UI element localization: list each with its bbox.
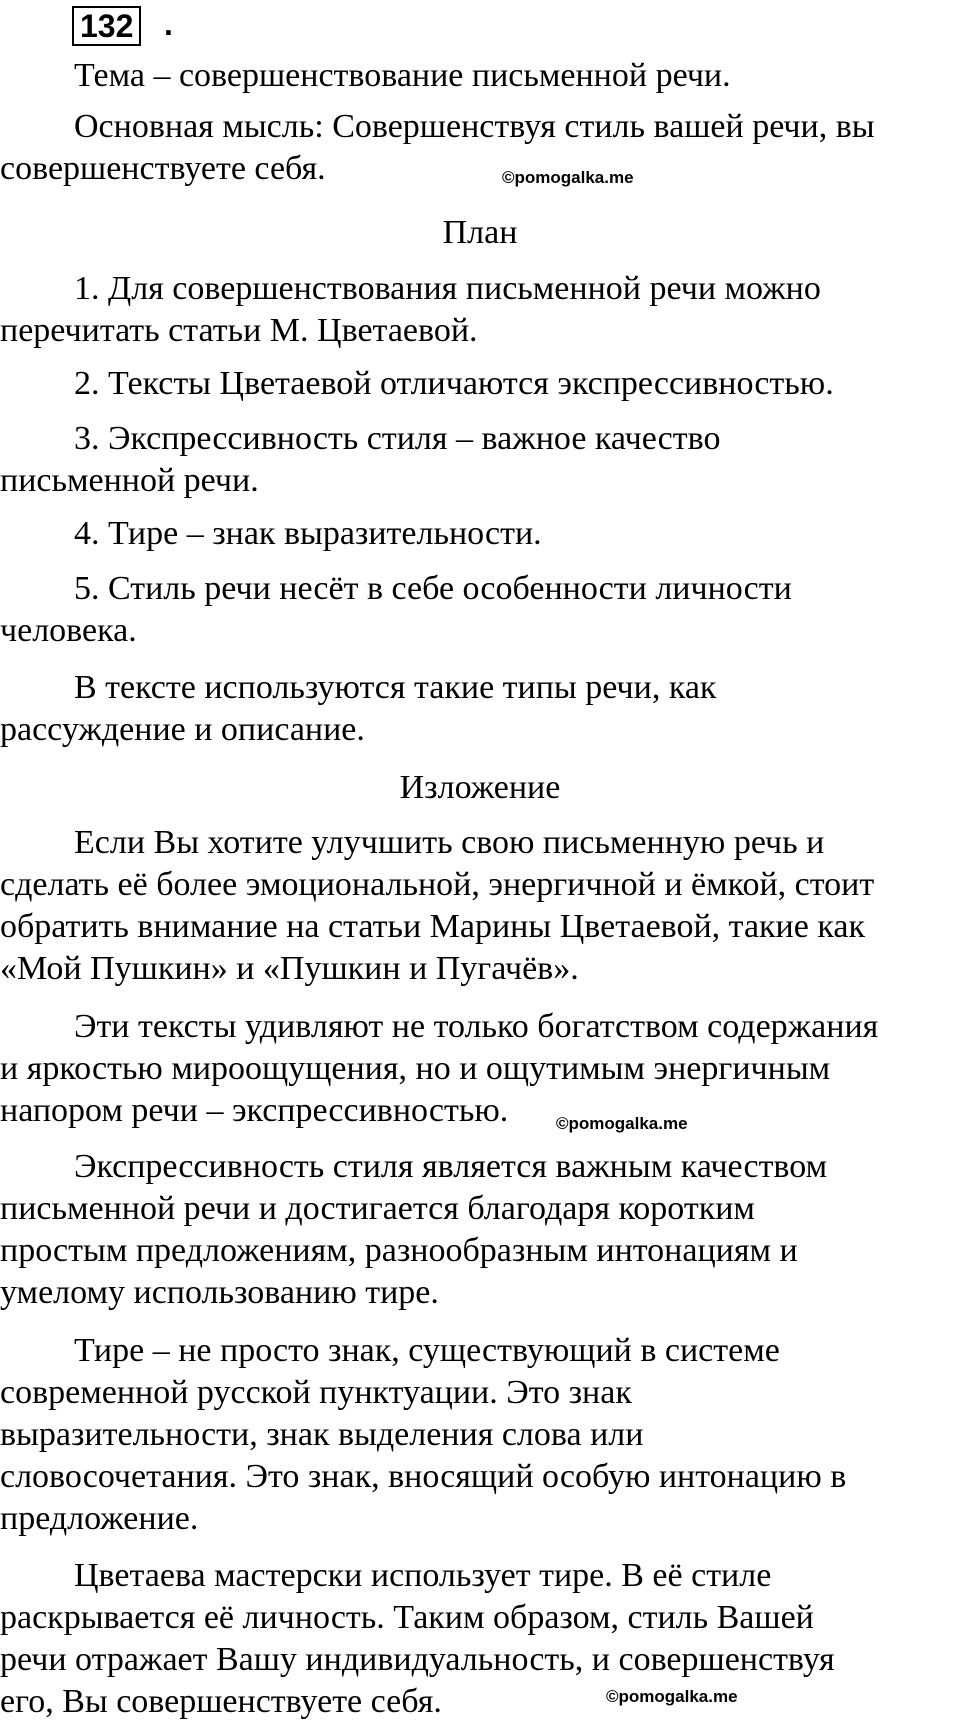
exercise-number: 132 [72, 6, 141, 46]
exposition-line: Эти тексты удивляют не только богатством содержания [74, 1008, 879, 1045]
main-idea-line: Основная мысль: Совершенствуя стиль вашей речи, вы [74, 108, 875, 145]
exposition-line: Экспрессивность стиля является важным качеством [74, 1148, 828, 1185]
exposition-line: «Мой Пушкин» и «Пушкин и Пугачёв». [0, 950, 579, 987]
speech-types-line: рассуждение и описание. [0, 711, 365, 748]
plan-item-line: 1. Для совершенствования письменной речи можно [74, 270, 821, 307]
exposition-line: простым предложениям, разнообразным интонациям и [0, 1232, 798, 1269]
exposition-line: Тире – не просто знак, существующий в системе [74, 1332, 780, 1369]
watermark: ©pomogalka.me [502, 168, 634, 187]
exposition-line: современной русской пунктуации. Это знак [0, 1374, 632, 1411]
plan-item-2 [0, 363, 960, 405]
theme-line: Тема – совершенствование письменной речи. [74, 57, 731, 94]
exposition-line: обратить внимание на статьи Марины Цветаевой, такие как [0, 908, 865, 945]
speech-types-line: В тексте используются такие типы речи, как [74, 669, 717, 706]
theme-paragraph [0, 55, 960, 97]
plan-item-line: письменной речи. [0, 462, 259, 499]
plan-item-line: 5. Стиль речи несёт в себе особенности личности [74, 570, 792, 607]
main-idea-line: совершенствуете себя. [0, 150, 326, 187]
exposition-paragraph-4 [0, 1330, 960, 1540]
exposition-line: словосочетания. Это знак, вносящий особую интонацию в [0, 1458, 847, 1495]
exposition-line: выразительности, знак выделения слова или [0, 1416, 644, 1453]
exposition-line: Цветаева мастерски использует тире. В её стиле [74, 1557, 772, 1594]
watermark: ©pomogalka.me [556, 1114, 688, 1133]
exposition-line: сделать её более эмоциональной, энергичной и ёмкой, стоит [0, 866, 875, 903]
speech-types-paragraph [0, 667, 960, 751]
plan-heading-text: План [442, 214, 518, 251]
exercise-number-dot: . [164, 6, 173, 42]
exposition-heading [0, 767, 960, 809]
exposition-line: Если Вы хотите улучшить свою письменную речь и [74, 824, 825, 861]
exposition-line: умелому использованию тире. [0, 1274, 439, 1311]
plan-item-line: 3. Экспрессивность стиля – важное качество [74, 420, 721, 457]
main-idea-paragraph [0, 106, 960, 190]
plan-item-line: перечитать статьи М. Цветаевой. [0, 312, 478, 349]
exposition-paragraph-3 [0, 1146, 960, 1314]
exposition-line: письменной речи и достигается благодаря коротким [0, 1190, 755, 1227]
plan-heading [0, 212, 960, 254]
plan-item-1 [0, 268, 960, 352]
plan-item-5 [0, 568, 960, 652]
exposition-paragraph-1 [0, 822, 960, 990]
exposition-paragraph-5 [0, 1555, 960, 1723]
exposition-line: напором речи – экспрессивностью. [0, 1092, 509, 1129]
plan-item-line: 4. Тире – знак выразительности. [74, 515, 542, 552]
plan-item-3 [0, 418, 960, 502]
exposition-heading-text: Изложение [399, 769, 561, 806]
exposition-line: раскрывается её личность. Таким образом, стиль Вашей [0, 1599, 814, 1636]
exposition-line: предложение. [0, 1500, 199, 1537]
exposition-line: речи отражает Вашу индивидуальность, и совершенствуя [0, 1641, 835, 1678]
plan-item-4 [0, 513, 960, 555]
exposition-paragraph-2 [0, 1006, 960, 1132]
exposition-line: и яркостью мироощущения, но и ощутимым энергичным [0, 1050, 831, 1087]
exposition-line: его, Вы совершенствуете себя. [0, 1683, 442, 1720]
plan-item-line: человека. [0, 612, 137, 649]
plan-item-line: 2. Тексты Цветаевой отличаются экспрессивностью. [74, 365, 834, 402]
watermark: ©pomogalka.me [606, 1687, 738, 1706]
